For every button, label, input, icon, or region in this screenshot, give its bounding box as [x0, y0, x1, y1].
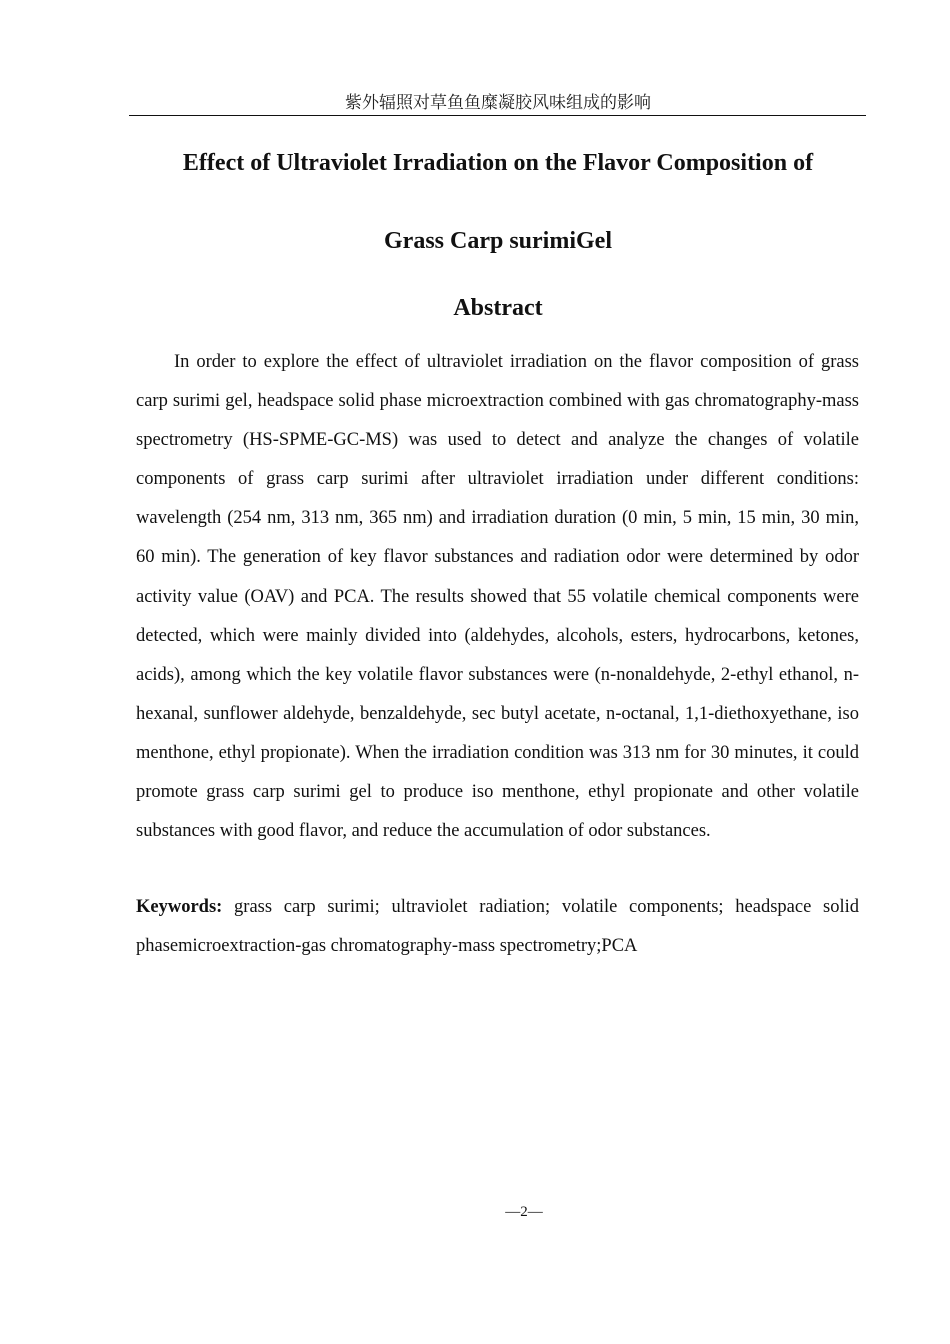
keywords-label: Keywords: [136, 897, 223, 917]
abstract-heading: Abstract [453, 295, 543, 321]
header-rule [129, 115, 866, 116]
keywords-text: grass carp surimi; ultraviolet radiation; volatile components; headspace solid phasemicroextraction-gas chromatography-mass spectrometry;PCA [136, 897, 859, 957]
running-header: 紫外辐照对草鱼鱼糜凝胶风味组成的影响 [345, 93, 651, 113]
abstract-body: In order to explore the effect of ultraviolet irradiation on the flavor composition of grass carp surimi gel, headspace solid phase microextraction combined with gas chromatography-mass spectrometry (HS-SPME-GC-MS) was used to detect and analyze the changes of volatile components of grass carp surimi after ultraviolet irradiation under different conditions: wavelength (254 nm, 313 nm, 365 nm) and irradiation duration (0 min, 5 min, 15 min, 30 min, 60 min). The generation of key flavor substances and radiation odor were determined by odor activity value (OAV) and PCA. The results showed that 55 volatile chemical components were detected, which were mainly divided into (aldehydes, alcohols, esters, hydrocarbons, ketones, acids), among which the key volatile flavor substances were (n-nonaldehyde, 2-ethyl ethanol, n-hexanal, sunflower aldehyde, benzaldehyde, sec butyl acetate, n-octanal, 1,1-diethoxyethane, iso menthone, ethyl propionate). When the irradiation condition was 313 nm for 30 minutes, it could promote grass carp surimi gel to produce iso menthone, ethyl propionate and other volatile substances with good flavor, and reduce the accumulation of odor substances. [136, 352, 859, 842]
page-number: —2— [505, 1204, 543, 1220]
keywords-paragraph [136, 888, 859, 966]
paper-title-line-1: Effect of Ultraviolet Irradiation on the Flavor Composition of [182, 150, 814, 176]
paper-title-line-2: Grass Carp surimiGel [384, 228, 612, 254]
